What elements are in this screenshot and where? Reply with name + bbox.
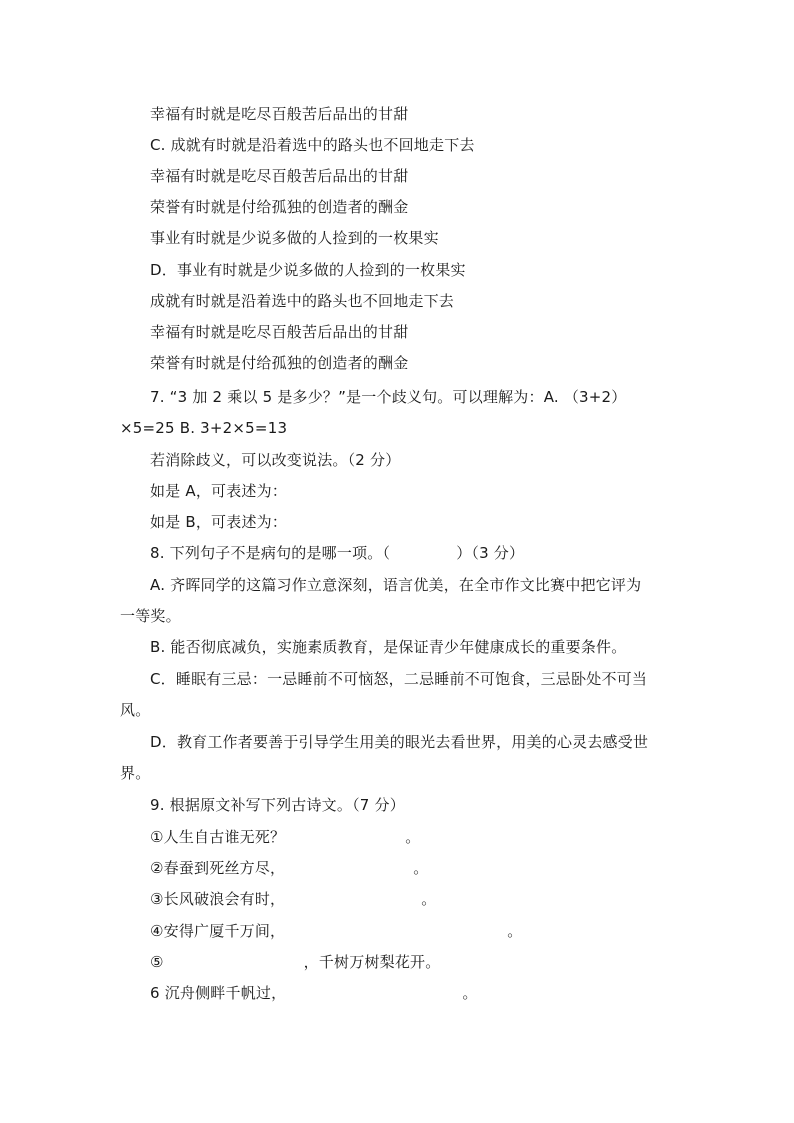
question-8-option-a-continuation: 一等奖。 bbox=[120, 607, 181, 625]
question-7-answer-b: 如是 B，可表述为： bbox=[150, 513, 288, 531]
question-8-option-a: A. 齐晖同学的这篇习作立意深刻，语言优美，在全市作文比赛中把它评为 bbox=[150, 576, 642, 594]
question-7-continuation: ×5=25 B. 3+2×5=13 bbox=[120, 419, 288, 437]
text-line: 荣誉有时就是付给孤独的创造者的酬金 bbox=[150, 354, 409, 372]
poem-line-end: 。 bbox=[507, 922, 523, 940]
question-7-answer-a: 如是 A，可表述为： bbox=[150, 482, 288, 500]
question-8-stem bbox=[150, 543, 524, 563]
question-8-option-d: D．教育工作者要善于引导学生用美的眼光去看世界，用美的心灵去感受世 bbox=[150, 733, 649, 751]
poem-line-end: 。 bbox=[462, 984, 478, 1002]
poem-line-end: 。 bbox=[405, 828, 421, 846]
question-7-instruction: 若消除歧义，可以改变说法。（2 分） bbox=[150, 451, 401, 469]
poem-item bbox=[150, 827, 420, 847]
text-line: 幸福有时就是吃尽百般苦后品出的甘甜 bbox=[150, 323, 409, 341]
poem-line-text: ③长风破浪会有时， bbox=[150, 890, 286, 908]
poem-item bbox=[150, 858, 428, 878]
question-8-stem-text: 8. 下列句子不是病句的是哪一项。（ bbox=[150, 544, 391, 562]
option-d-line: D．事业有时就是少说多做的人捡到的一枚果实 bbox=[150, 261, 466, 279]
poem-line-text: ⑤ bbox=[150, 953, 164, 971]
poem-line-end: 。 bbox=[413, 859, 429, 877]
poem-line-text: ①人生自古谁无死？ bbox=[150, 828, 286, 846]
question-8-option-c: C．睡眠有三忌：一忌睡前不可恼怒，二忌睡前不可饱食，三忌卧处不可当 bbox=[150, 670, 648, 688]
text-line: 事业有时就是少说多做的人捡到的一枚果实 bbox=[150, 229, 439, 247]
question-7-stem: 7. “3 加 2 乘以 5 是多少？”是一个歧义句。可以理解为：A. （3+2） bbox=[150, 388, 627, 406]
poem-line-end: ，千树万树梨花开。 bbox=[303, 953, 441, 971]
question-9-stem: 9. 根据原文补写下列古诗文。（7 分） bbox=[150, 796, 405, 814]
poem-line-text: ④安得广厦千万间， bbox=[150, 922, 286, 940]
poem-line-end: 。 bbox=[421, 890, 437, 908]
poem-item bbox=[150, 889, 436, 909]
poem-item bbox=[150, 921, 522, 941]
poem-line-text: 6 沉舟侧畔千帆过， bbox=[150, 984, 287, 1002]
poem-line-text: ②春蚕到死丝方尽， bbox=[150, 859, 286, 877]
option-c-line: C. 成就有时就是沿着选中的路头也不回地走下去 bbox=[150, 136, 475, 154]
text-line: 成就有时就是沿着选中的路头也不回地走下去 bbox=[150, 292, 455, 310]
text-line: 幸福有时就是吃尽百般苦后品出的甘甜 bbox=[150, 105, 409, 123]
question-8-points: ）（3 分） bbox=[456, 544, 525, 562]
poem-item bbox=[150, 983, 478, 1003]
question-8-option-d-continuation: 界。 bbox=[120, 764, 151, 782]
poem-item bbox=[150, 952, 440, 972]
text-line: 荣誉有时就是付给孤独的创造者的酬金 bbox=[150, 198, 409, 216]
question-8-option-c-continuation: 风。 bbox=[120, 701, 151, 719]
question-8-option-b: B. 能否彻底减负，实施素质教育，是保证青少年健康成长的重要条件。 bbox=[150, 638, 627, 656]
text-line: 幸福有时就是吃尽百般苦后品出的甘甜 bbox=[150, 167, 409, 185]
